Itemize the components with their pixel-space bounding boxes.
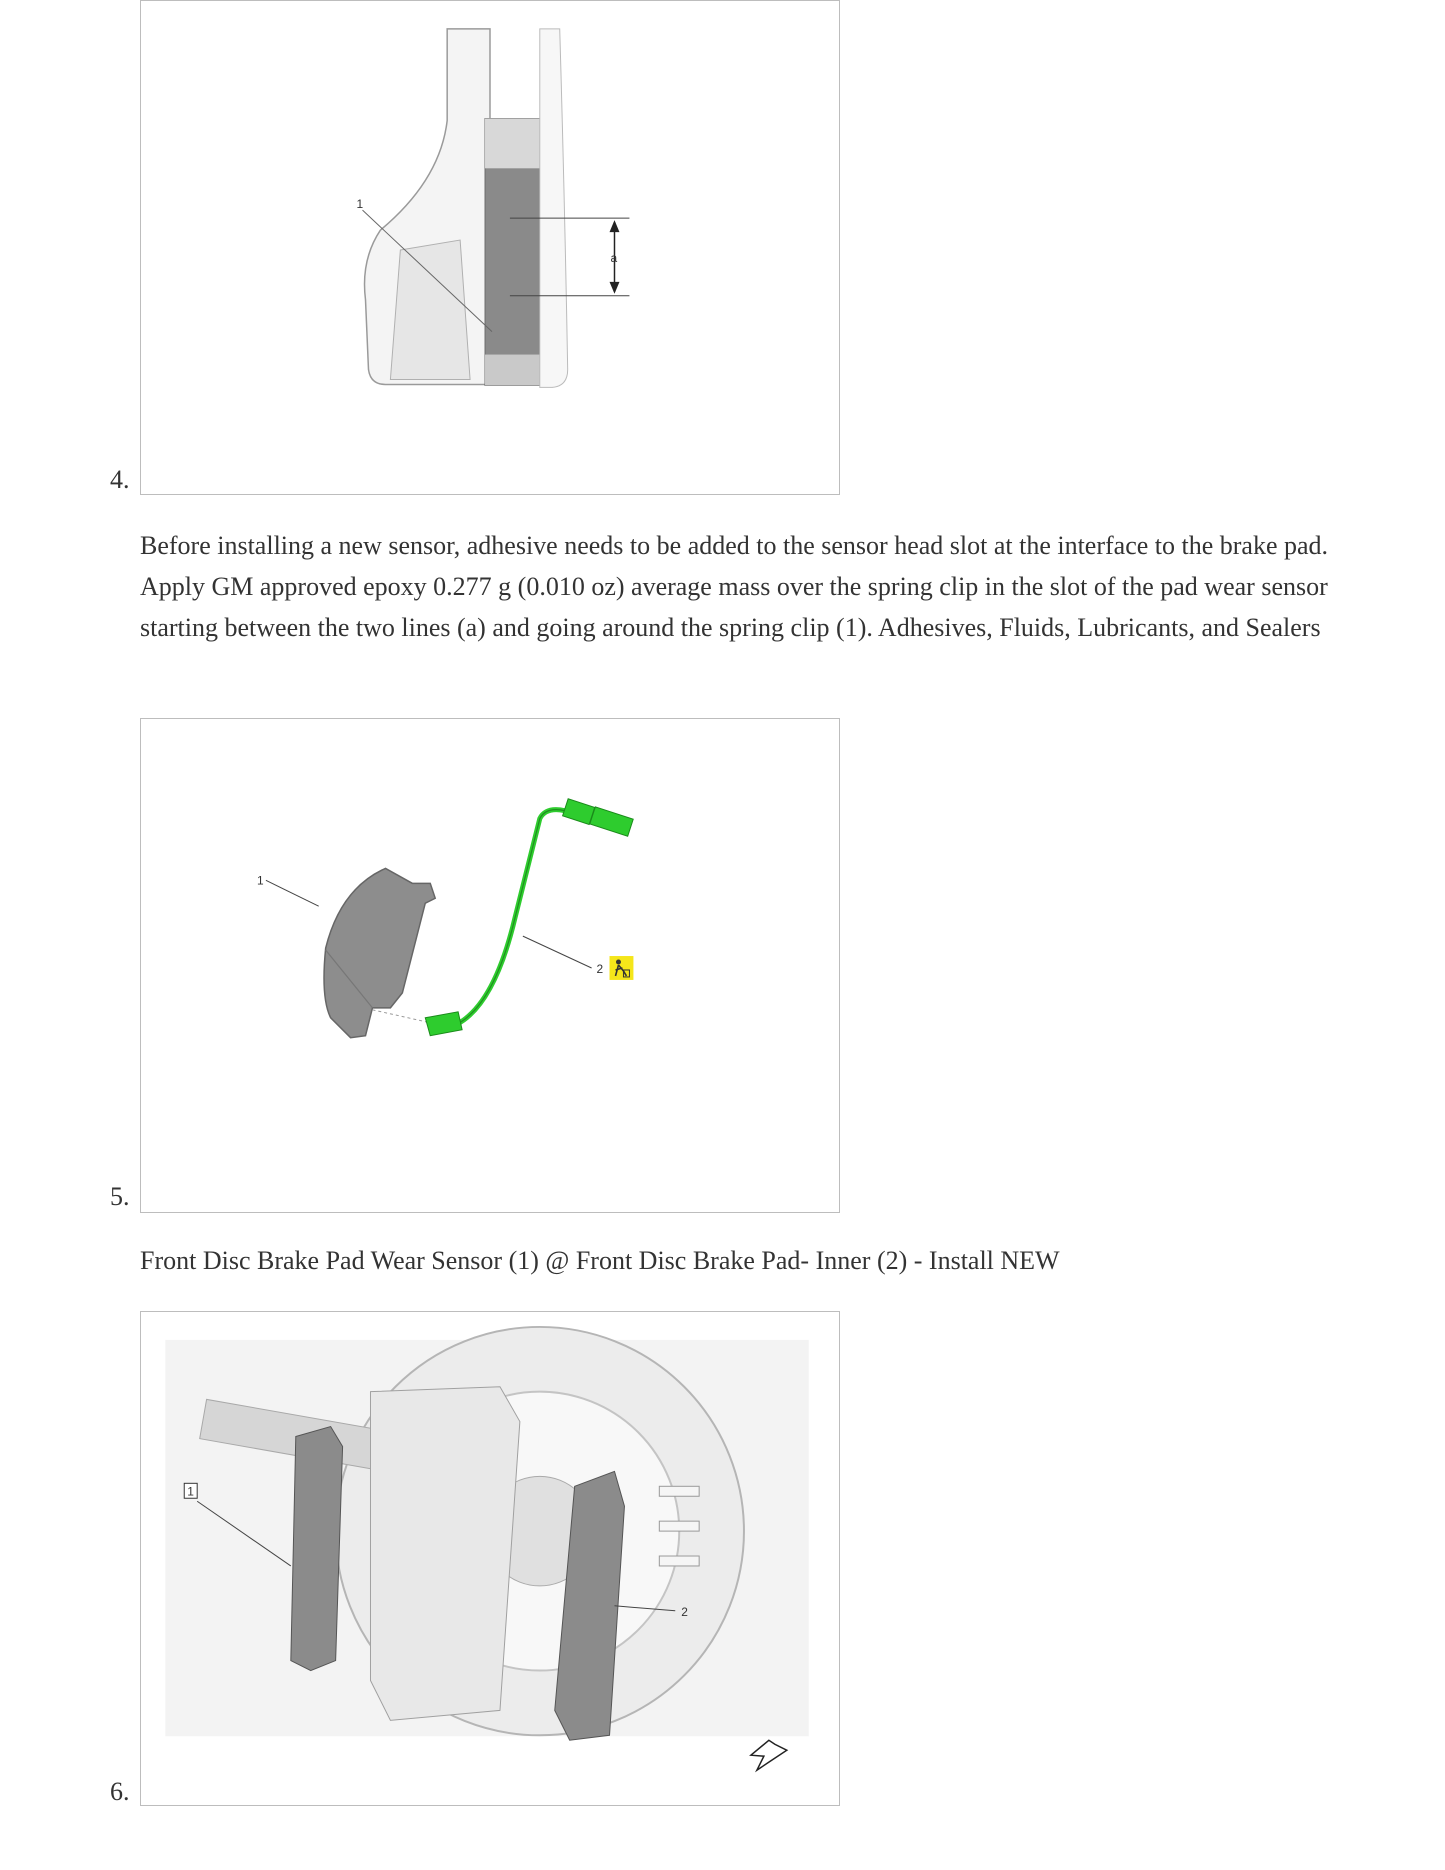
- callout-2: 2: [681, 1604, 688, 1619]
- callout-a: a: [610, 250, 618, 265]
- step-number: 6.: [110, 1777, 130, 1806]
- callout-1: 1: [256, 873, 264, 888]
- sensor-slot-illustration: [141, 1, 839, 494]
- direction-arrow-icon: [751, 1740, 787, 1770]
- step-4-text: Before installing a new sensor, adhesive needs to be added to the sensor head slot at the interface to the brake pad. Apply GM approved epoxy 0.277 g (0.010 oz) average mass over the spring clip in the slot of the pad wear sensor starting between the two lines (a) and going around the spring clip (1). Adhesives, Fluids, Lubricants, and Sealers: [140, 531, 1329, 642]
- step-number: 5.: [110, 1182, 130, 1211]
- step-number: 4.: [110, 465, 130, 494]
- discard-icon: [610, 956, 634, 980]
- brake-assembly-illustration: [141, 1312, 839, 1805]
- step-5-figure: [140, 718, 840, 1213]
- callout-1: 1: [356, 197, 364, 212]
- callout-1: 1: [187, 1484, 194, 1499]
- pad-and-sensor-illustration: [141, 719, 839, 1212]
- step-4-figure: [140, 0, 840, 495]
- step-6-figure: [140, 1311, 840, 1806]
- callout-2: 2: [596, 961, 604, 976]
- step-5-text: Front Disc Brake Pad Wear Sensor (1) @ Front Disc Brake Pad- Inner (2) - Install NEW: [140, 1246, 1060, 1275]
